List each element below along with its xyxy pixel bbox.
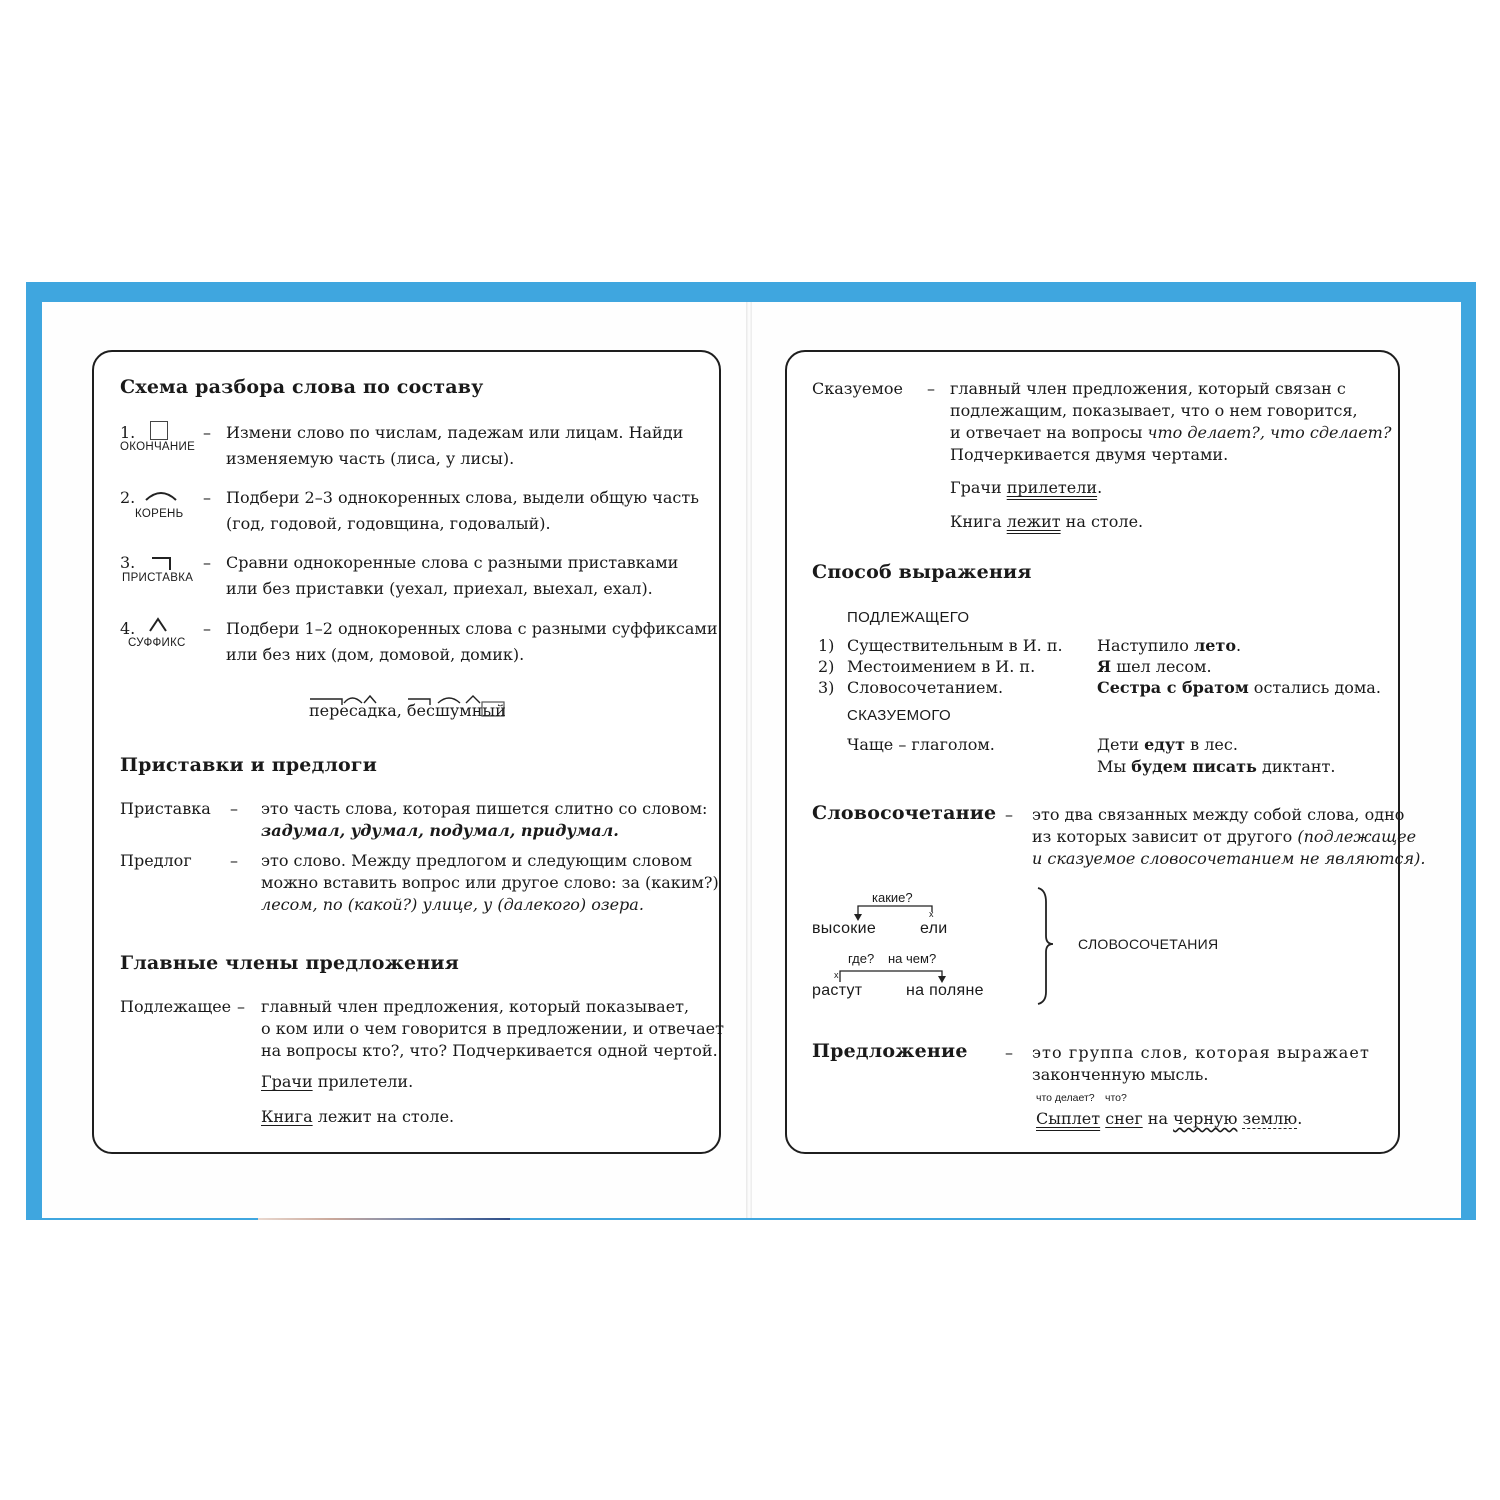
example-text: Дети: [1097, 735, 1145, 754]
row-example: [1097, 734, 1238, 756]
def-line: главный член предложения, который связан с: [950, 379, 1346, 398]
item-text-line: Сравни однокоренные слова с разными приставками: [226, 553, 679, 572]
example-text: шел лесом.: [1111, 657, 1212, 676]
example-rest: прилетели.: [312, 1072, 414, 1091]
row-left: Местоимением в И. п.: [847, 657, 1036, 676]
section-title-prefixes: Приставки и предлоги: [120, 754, 378, 776]
def-line: это слово. Между предлогом и следующим словом: [261, 851, 693, 870]
object-word: землю: [1242, 1109, 1298, 1128]
item-text-line: Подбери 2–3 однокоренных слова, выдели общую часть: [226, 488, 699, 507]
def-italic: (подлежащее: [1297, 827, 1417, 846]
ending-box-icon: [150, 421, 168, 440]
question-label: какие?: [872, 890, 913, 905]
def-line: законченную мысль.: [1032, 1065, 1209, 1084]
diagram-word: высокие: [812, 920, 877, 937]
predicate-word: лежит: [1006, 512, 1061, 531]
item-text-line: Измени слово по числам, падежам или лицам. Найди: [226, 423, 684, 442]
def-line: [1032, 826, 1416, 848]
dash: –: [203, 553, 211, 572]
def-line: можно вставить вопрос или другое слово: за (каким?): [261, 873, 719, 892]
item-text-line: или без приставки (уехал, приехал, выехал, ехал).: [226, 579, 653, 598]
row-number: 3): [818, 678, 835, 697]
example-sentence: [950, 477, 1102, 499]
morpheme-label-prefix: ПРИСТАВКА: [122, 572, 194, 584]
predicate-word: Сыплет: [1036, 1109, 1101, 1128]
def-line: главный член предложения, который показывает,: [261, 997, 690, 1016]
dash: –: [927, 379, 935, 398]
def-line: о ком или о чем говорится в предложении, и отвечает: [261, 1019, 724, 1038]
def-line: подлежащим, показывает, что о нем говорится,: [950, 401, 1358, 420]
def-line: это группа слов, которая выражает: [1032, 1043, 1370, 1062]
example-bold: Я: [1097, 657, 1112, 676]
def-text: из которых зависит от другого: [1032, 827, 1298, 846]
example-bold: будем писать: [1131, 757, 1257, 776]
dash: –: [1005, 1043, 1013, 1062]
section-title-expression: Способ выражения: [812, 561, 1032, 583]
morpheme-label-root: КОРЕНЬ: [135, 508, 184, 520]
def-line: это часть слова, которая пишется слитно со словом:: [261, 799, 708, 818]
section-title-word-parsing: Схема разбора слова по составу: [120, 376, 484, 398]
item-number: 4.: [120, 619, 136, 638]
dash: –: [203, 619, 211, 638]
example-text: Грачи: [950, 478, 1007, 497]
item-text-line: или без них (дом, домовой, домик).: [226, 645, 525, 664]
predicate-word: прилетели: [1006, 478, 1098, 497]
example-bold: едут: [1144, 735, 1186, 754]
example-text: .: [1297, 1109, 1303, 1128]
dash: –: [237, 997, 245, 1016]
question-label: где?: [848, 951, 875, 966]
term-subject: Подлежащее: [120, 997, 232, 1016]
section-title-main-parts: Главные члены предложения: [120, 952, 459, 974]
row-left: Словосочетанием.: [847, 678, 1004, 697]
section-title-sentence: Предложение: [812, 1040, 968, 1062]
question-label: что делает?: [1036, 1092, 1095, 1104]
item-text-line: изменяемую часть (лиса, у лисы).: [226, 449, 515, 468]
main-word-mark: x: [929, 909, 934, 919]
subhead-subject: ПОДЛЕЖАЩЕГО: [847, 609, 970, 626]
main-word-mark: x: [834, 970, 839, 980]
example-text: Книга: [950, 512, 1007, 531]
morpheme-label-ending: ОКОНЧАНИЕ: [120, 441, 196, 453]
diagram-word: на поляне: [906, 982, 984, 999]
subhead-predicate: СКАЗУЕМОГО: [847, 707, 951, 724]
row-number: 1): [818, 636, 835, 655]
def-line: на вопросы кто?, что? Подчеркивается одной чертой.: [261, 1041, 718, 1060]
prefix-corner-icon: [150, 556, 174, 572]
row-example: [1097, 656, 1212, 678]
morpheme-label-suffix: СУФФИКС: [128, 637, 186, 649]
term-preposition: Предлог: [120, 851, 192, 870]
example-bold: Сестра с братом: [1097, 678, 1249, 697]
row-example: [1097, 635, 1241, 657]
example-sentence: [261, 1106, 454, 1128]
diagram-word: растут: [812, 982, 863, 999]
example-word: пересадка, бесшумный: [309, 701, 506, 720]
def-line: [950, 422, 1391, 444]
row-example: [1097, 756, 1335, 778]
term-prefix: Приставка: [120, 799, 211, 818]
subject-word: Грачи: [261, 1072, 313, 1091]
example-rest: лежит на столе.: [312, 1107, 455, 1126]
diagram-word: ели: [920, 920, 948, 937]
example-text: в лес.: [1185, 735, 1238, 754]
example-text: .: [1097, 478, 1103, 497]
example-text: диктант.: [1256, 757, 1336, 776]
row-example: [1097, 677, 1381, 699]
dash: –: [203, 423, 211, 442]
def-line: и сказуемое словосочетанием не являются).: [1032, 849, 1426, 868]
def-line: лесом, по (какой?) улице, у (далекого) озера.: [261, 895, 644, 914]
item-text-line: Подбери 1–2 однокоренных слова с разными суффиксами: [226, 619, 718, 638]
def-text: и отвечает на вопросы: [950, 423, 1148, 442]
section-title-phrase: Словосочетание: [812, 802, 997, 824]
row-number: 2): [818, 657, 835, 676]
row-left: Чаще – глаголом.: [847, 735, 995, 754]
example-text: Мы: [1097, 757, 1132, 776]
example-text: .: [1235, 636, 1242, 655]
example-sentence: [261, 1071, 413, 1093]
attribute-word: черную: [1173, 1109, 1238, 1128]
item-number: 1.: [120, 423, 136, 442]
term-predicate: Сказуемое: [812, 379, 903, 398]
def-line: это два связанных между собой слова, одно: [1032, 805, 1405, 824]
def-line: задумал, удумал, подумал, придумал.: [261, 821, 619, 840]
question-label: на чем?: [888, 951, 937, 966]
example-text: Наступило: [1097, 636, 1194, 655]
suffix-caret-icon: [148, 617, 170, 633]
def-questions: что делает?, что сделает?: [1147, 423, 1392, 442]
item-text-line: (год, годовой, годовщина, годовалый).: [226, 514, 551, 533]
brace-label: СЛОВОСОЧЕТАНИЯ: [1078, 936, 1219, 952]
example-text: остались дома.: [1248, 678, 1381, 697]
page-gutter: [746, 302, 752, 1218]
dash: –: [1005, 805, 1013, 824]
dash: –: [230, 799, 238, 818]
row-left: Существительным в И. п.: [847, 636, 1063, 655]
example-text: на столе.: [1060, 512, 1144, 531]
root-arc-icon: [144, 488, 178, 502]
example-sentence: [950, 511, 1143, 533]
question-label: что?: [1105, 1092, 1127, 1104]
item-number: 2.: [120, 488, 136, 507]
dash: –: [230, 851, 238, 870]
subject-word: Книга: [261, 1107, 313, 1126]
example-sentence: [1036, 1108, 1302, 1130]
example-bold: лето: [1193, 636, 1236, 655]
example-text: на: [1147, 1109, 1168, 1128]
item-number: 3.: [120, 553, 136, 572]
subject-word: снег: [1105, 1109, 1143, 1128]
def-line: Подчеркивается двумя чертами.: [950, 445, 1229, 464]
dash: –: [203, 488, 211, 507]
